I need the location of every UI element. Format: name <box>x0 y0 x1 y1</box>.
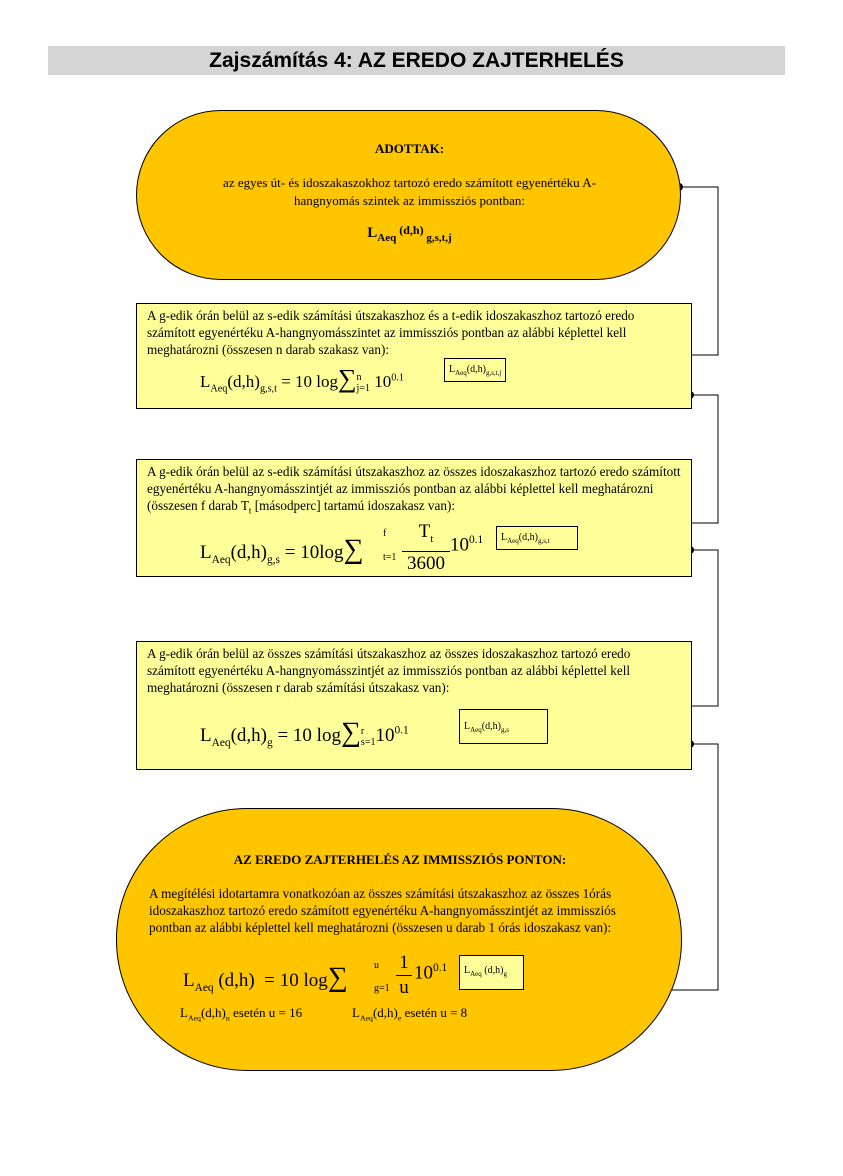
result-sum-symbol: ∑ <box>327 962 348 993</box>
step1-text: A g-edik órán belül az s-edik számítási útszakaszhoz és a t-edik idoszakaszhoz tartozó eredo számított egyenértéku A-hangnyomásszintet az immissziós pontban az alábbi képlettel kell meghatározni (összesen n darab szakasz van): <box>147 308 635 357</box>
step3-lhs-args: (d,h) <box>230 725 267 746</box>
step2-eq: = 10log <box>279 542 344 563</box>
result-fraction <box>396 951 412 1000</box>
result-text <box>149 885 669 936</box>
step3-text: A g-edik órán belül az összes számítási útszakaszhoz az összes idoszakaszhoz tartozó eredo számított egyenértéku A-hangnyomásszintjét az immissziós pontban az alábbi képlettel kell meghatározni (összesen r darab számítási útszakasz van): <box>147 646 631 695</box>
step1-exp: 0.1 <box>391 372 404 384</box>
note1-args: (d,h) <box>200 1005 226 1020</box>
result-sum-bottom: g=1 <box>374 983 390 994</box>
given-symbol-indices: g,s,t,j <box>423 232 452 244</box>
step3-lhs-sub: Aeq <box>211 736 231 749</box>
step1-tag-sub: Aeq <box>455 369 467 377</box>
step1-sum-limits <box>357 372 370 394</box>
step1-tag-idx: g,s,t,j <box>485 369 502 377</box>
step3-lhs: L <box>200 725 212 746</box>
given-symbol <box>137 225 682 244</box>
step3-input-tag <box>459 709 548 744</box>
step2-formula-left <box>200 534 364 566</box>
step3-formula <box>200 717 409 749</box>
given-heading: ADOTTAK: <box>374 141 445 156</box>
given-text-line2: hangnyomás szintek az immissziós pontban: <box>293 193 526 208</box>
given-text-line1: az egyes út- és idoszakaszokhoz tartozó eredo számított egyenértéku A- <box>223 175 596 190</box>
step1-input-tag <box>444 358 506 382</box>
result-sum-limits <box>374 960 390 994</box>
result-note-evening <box>352 1005 467 1023</box>
result-formula <box>183 962 348 994</box>
note2-sub: Aeq <box>359 1013 373 1023</box>
step1-sum-bottom: j=1 <box>356 383 370 395</box>
step3-tag-main: L <box>464 721 471 732</box>
result-text-line1: A megítélési idotartamra vonatkozóan az összes számítási útszakaszhoz az összes 1órás <box>149 886 612 901</box>
step2-frac-numerator <box>402 520 450 552</box>
step2-power <box>450 534 483 556</box>
result-lhs-sub: Aeq <box>194 981 214 994</box>
note1-idx: n <box>225 1013 230 1023</box>
step3-lhs-idx: g <box>267 736 273 749</box>
note1-text: esetén u = 16 <box>229 1005 303 1020</box>
result-lhs: L <box>183 970 195 991</box>
result-frac-den: u <box>399 977 409 998</box>
step3-exp: 0.1 <box>394 724 409 737</box>
step3-sum-top: r <box>360 725 365 737</box>
step2-sum-bottom: t=1 <box>383 552 397 563</box>
page-title: Zajszámítás 4: AZ EREDO ZAJTERHELÉS <box>48 46 785 75</box>
result-base: 10 <box>414 962 433 984</box>
note1-sub: Aeq <box>187 1013 201 1023</box>
step2-tag-sub: Aeq <box>507 537 519 545</box>
step1-lhs-args: (d,h) <box>227 372 260 391</box>
step2-exp: 0.1 <box>469 534 484 546</box>
step2-lhs: L <box>200 542 212 563</box>
step2-frac-num-sub: t <box>430 532 434 545</box>
step2-tag-main: L <box>501 532 508 543</box>
step3-tag-sub: Aeq <box>470 726 482 734</box>
step2-formula <box>200 520 364 566</box>
given-text <box>177 174 642 210</box>
step3-tag-args: (d,h) <box>481 721 501 732</box>
given-terminal <box>136 110 681 280</box>
given-symbol-args: (d,h) <box>396 223 424 237</box>
result-tag-idx: g <box>503 970 507 978</box>
result-eq: = 10 log <box>254 970 328 991</box>
step2-sum-symbol: ∑ <box>343 534 364 565</box>
step3-sum-limits <box>361 726 376 748</box>
step2-input-tag <box>496 526 578 550</box>
step2-lhs-args: (d,h) <box>230 542 267 563</box>
step2-fraction <box>402 520 450 576</box>
result-sum-top: u <box>374 960 379 971</box>
step2-text <box>147 463 681 520</box>
step2-lhs-sub: Aeq <box>211 553 231 566</box>
note2-args: (d,h) <box>372 1005 398 1020</box>
step2-text-before: A g-edik órán belül az s-edik számítási útszakaszhoz az összes idoszakaszhoz tartozó eredo számított egyenértéku A-hangnyomásszintjét az immissziós pontban az alábbi képlettel kell meghatározni (összesen f darab T <box>147 464 681 513</box>
step2-sum-top: f <box>383 528 387 539</box>
given-symbol-main: L <box>367 225 378 241</box>
step1-tag-args: (d,h) <box>466 364 486 375</box>
step1-base: 10 <box>369 372 392 391</box>
step1-sum-top: n <box>356 372 362 384</box>
step1-formula <box>200 364 404 394</box>
result-text-line3: pontban az alábbi képlettel kell meghatározni (összesen u darab 1 órás idoszakasz van): <box>149 920 612 935</box>
step2-tag-args: (d,h) <box>518 532 538 543</box>
given-symbol-sub: Aeq <box>377 232 397 244</box>
result-lhs-args: (d,h) <box>213 970 255 991</box>
step1-lhs-sub: Aeq <box>210 383 228 395</box>
note2-idx: e <box>397 1013 402 1023</box>
step3-sum-symbol: ∑ <box>340 717 361 748</box>
step1-lhs-idx: g,s,t <box>259 383 277 395</box>
result-text-line2: idoszakaszhoz tartozó eredo számított egyenértéku A-hangnyomásszintjét az immissziós <box>149 903 616 918</box>
step2-base: 10 <box>450 534 469 556</box>
result-tag-args: (d,h) <box>481 965 504 976</box>
step2-text-sub: t <box>248 505 252 516</box>
note2-main: L <box>352 1005 360 1020</box>
step2-text-after: [másodperc] tartamú idoszakasz van): <box>251 498 456 513</box>
result-input-tag <box>459 955 524 990</box>
step2-tag-idx: g,s,t <box>537 537 550 545</box>
result-tag-sub: Aeq <box>470 970 482 978</box>
result-heading: AZ EREDO ZAJTERHELÉS AZ IMMISSZIÓS PONTON: <box>233 852 567 867</box>
result-tag-main: L <box>464 965 471 976</box>
result-exp: 0.1 <box>433 962 448 974</box>
step3-process-box <box>136 641 692 770</box>
step1-eq: = 10 log <box>276 372 338 391</box>
note1-main: L <box>180 1005 188 1020</box>
result-frac-num: 1 <box>396 951 412 976</box>
result-note-night <box>180 1005 302 1023</box>
result-power <box>414 962 447 984</box>
step2-lhs-idx: g,s <box>267 553 280 566</box>
step1-tag-main: L <box>449 364 456 375</box>
step3-sum-bottom: s=1 <box>360 736 376 748</box>
result-terminal <box>116 808 682 1071</box>
step1-sum-symbol: ∑ <box>338 364 357 393</box>
step2-frac-num: T <box>418 521 431 542</box>
step1-lhs: L <box>200 372 211 391</box>
step2-frac-den: 3600 <box>407 552 445 574</box>
note2-text: esetén u = 8 <box>401 1005 468 1020</box>
step3-tag-idx: g,s <box>500 726 509 734</box>
step3-base: 10 <box>375 725 395 746</box>
step2-sum-limits <box>383 528 396 563</box>
step3-eq: = 10 log <box>272 725 341 746</box>
